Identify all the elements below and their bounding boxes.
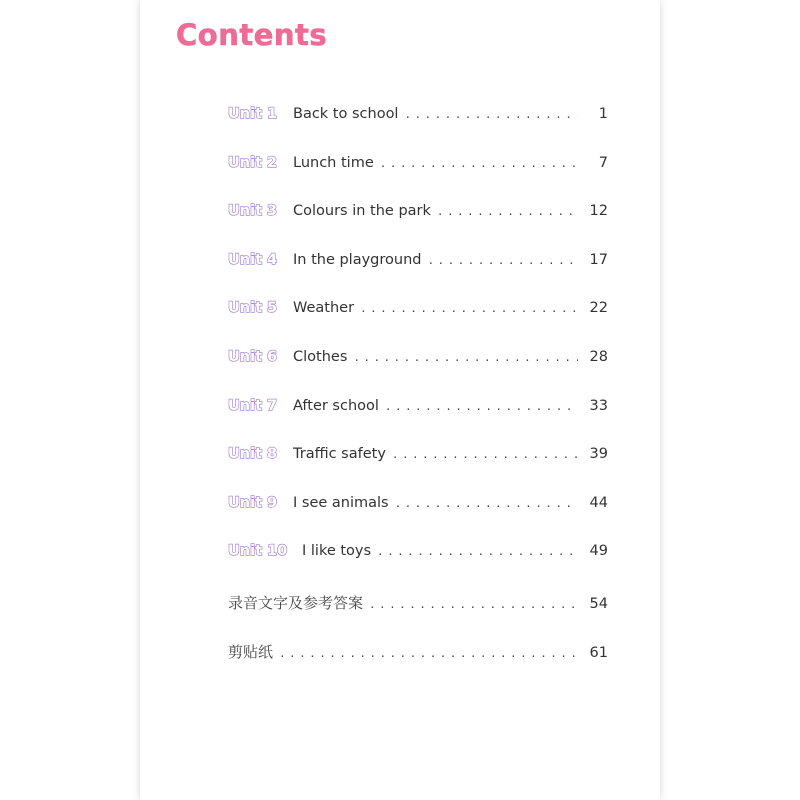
unit-label: Unit 6 — [228, 348, 278, 365]
toc-entry-unit-4[interactable] — [228, 252, 608, 301]
page-number: 17 — [589, 251, 608, 268]
toc-entry-transcripts-answers[interactable] — [228, 592, 608, 641]
unit-label: Unit 10 — [228, 543, 288, 560]
entry-title: I like toys — [302, 543, 372, 560]
page-number: 1 — [598, 106, 608, 122]
page-number: 49 — [589, 543, 608, 560]
page-number: 33 — [589, 397, 608, 414]
unit-label: Unit 8 — [228, 446, 278, 463]
toc-entry-stickers[interactable] — [228, 641, 608, 690]
entry-title: 剪贴纸 — [228, 642, 274, 661]
page-number: 7 — [598, 154, 608, 171]
page-number: 28 — [589, 348, 608, 365]
page-number: 12 — [589, 203, 608, 220]
dot-leader — [392, 448, 578, 461]
toc-entry-unit-5[interactable] — [228, 300, 608, 349]
entry-title: Clothes — [293, 348, 348, 365]
entry-title: Colours in the park — [293, 203, 431, 220]
page-number: 44 — [589, 494, 608, 511]
entry-title: Back to school — [293, 106, 399, 122]
unit-label: Unit 9 — [228, 494, 278, 511]
entry-title: Weather — [293, 300, 355, 317]
toc-entry-unit-6[interactable] — [228, 349, 608, 398]
page-number: 54 — [589, 595, 608, 612]
dot-leader — [279, 647, 578, 660]
unit-label: Unit 1 — [228, 106, 278, 122]
page-number: 61 — [589, 644, 608, 661]
toc-entry-unit-2[interactable] — [228, 155, 608, 204]
toc-entry-unit-7[interactable] — [228, 398, 608, 447]
entry-title: I see animals — [293, 494, 389, 511]
dot-leader — [385, 400, 578, 413]
page-title: Contents — [176, 18, 328, 52]
unit-label: Unit 4 — [228, 251, 278, 268]
dot-leader — [395, 497, 578, 510]
dot-leader — [427, 254, 578, 267]
table-of-contents — [228, 106, 608, 689]
document-page — [140, 0, 660, 800]
dot-leader — [380, 157, 578, 170]
toc-entry-unit-3[interactable] — [228, 203, 608, 252]
page-number: 22 — [589, 300, 608, 317]
dot-leader — [360, 302, 578, 315]
dot-leader — [353, 351, 578, 364]
entry-title: Traffic safety — [293, 446, 386, 463]
page-number: 39 — [589, 446, 608, 463]
entry-title: In the playground — [293, 251, 422, 268]
dot-leader — [404, 108, 578, 121]
unit-label: Unit 3 — [228, 203, 278, 220]
entry-title: After school — [293, 397, 379, 414]
entry-title: Lunch time — [293, 154, 374, 171]
toc-entry-unit-8[interactable] — [228, 446, 608, 495]
toc-entry-unit-1[interactable] — [228, 106, 608, 155]
dot-leader — [369, 598, 578, 611]
dot-leader — [437, 205, 578, 218]
dot-leader — [377, 545, 578, 558]
unit-label: Unit 2 — [228, 154, 278, 171]
toc-entry-unit-10[interactable] — [228, 543, 608, 592]
entry-title: 录音文字及参考答案 — [228, 593, 364, 612]
unit-label: Unit 5 — [228, 300, 278, 317]
unit-label: Unit 7 — [228, 397, 278, 414]
toc-entry-unit-9[interactable] — [228, 495, 608, 544]
